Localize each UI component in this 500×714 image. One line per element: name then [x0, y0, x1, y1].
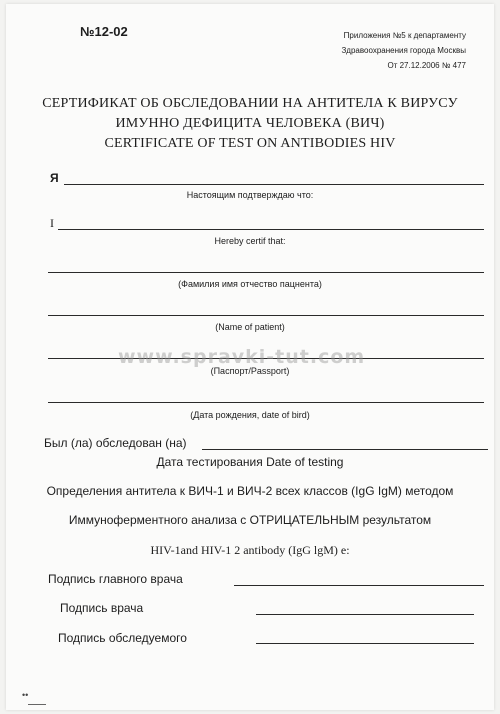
- chief-doctor-signature-label: Подпись главного врача: [48, 572, 183, 586]
- birth-date-line[interactable]: [48, 402, 484, 403]
- patient-name-en-caption: (Name of patient): [215, 322, 285, 332]
- examined-signature-label: Подпись обследуемого: [58, 631, 187, 645]
- scan-mark: ••: [22, 690, 29, 700]
- attachment-line-3: От 27.12.2006 № 477: [387, 61, 466, 70]
- attachment-note: [316, 28, 466, 73]
- title-line-2: ИМУННО ДЕФИЦИТА ЧЕЛОВЕКА (ВИЧ): [115, 116, 385, 131]
- patient-name-ru-caption: (Фамилия имя отчество пацнента): [178, 279, 322, 289]
- patient-name-ru-line[interactable]: [48, 272, 484, 273]
- birth-date-caption: (Дата рождения, date of bird): [190, 410, 310, 420]
- confirm-ru-caption: Настоящим подтверждаю что:: [186, 190, 314, 200]
- attachment-line-2: Здравоохранения города Москвы: [341, 46, 466, 55]
- patient-name-en-line[interactable]: [48, 315, 484, 316]
- chief-doctor-signature-line[interactable]: [234, 585, 484, 586]
- body-line-1: Определения антитела к ВИЧ-1 и ВИЧ-2 всех классов (IgG IgM) методом: [46, 484, 454, 498]
- confirm-en-caption: Hereby certif that:: [214, 236, 286, 246]
- testing-date-caption: Дата тестирования Date of testing: [156, 455, 344, 469]
- i-label: I: [50, 216, 54, 230]
- examined-label: Был (ла) обследован (на): [44, 436, 187, 450]
- passport-caption: (Паспорт/Passport): [210, 366, 290, 376]
- ya-field-line[interactable]: [64, 184, 484, 185]
- body-line-3: HIV-1and HIV-1 2 antibody (IgG lgM) e:: [150, 543, 350, 557]
- title-line-1: СЕРТИФИКАТ ОБ ОБСЛЕДОВАНИИ НА АНТИТЕЛА К ВИРУСУ: [42, 96, 458, 111]
- form-number: №12-02: [80, 24, 128, 39]
- watermark: www.spravki-tut.com: [118, 346, 366, 368]
- examined-date-line[interactable]: [202, 449, 488, 450]
- ya-label: Я: [50, 171, 59, 185]
- attachment-line-1: Приложения №5 к департаменту: [343, 31, 466, 40]
- body-line-2: Иммуноферментного анализа с ОТРИЦАТЕЛЬНЫМ результатом: [68, 513, 432, 527]
- examined-signature-line[interactable]: [256, 643, 474, 644]
- doctor-signature-line[interactable]: [256, 614, 474, 615]
- title-line-3: CERTIFICATE OF TEST ON ANTIBODIES HIV: [104, 136, 396, 151]
- doctor-signature-label: Подпись врача: [60, 601, 144, 615]
- i-field-line[interactable]: [58, 229, 484, 230]
- scan-mark-line: [28, 704, 46, 705]
